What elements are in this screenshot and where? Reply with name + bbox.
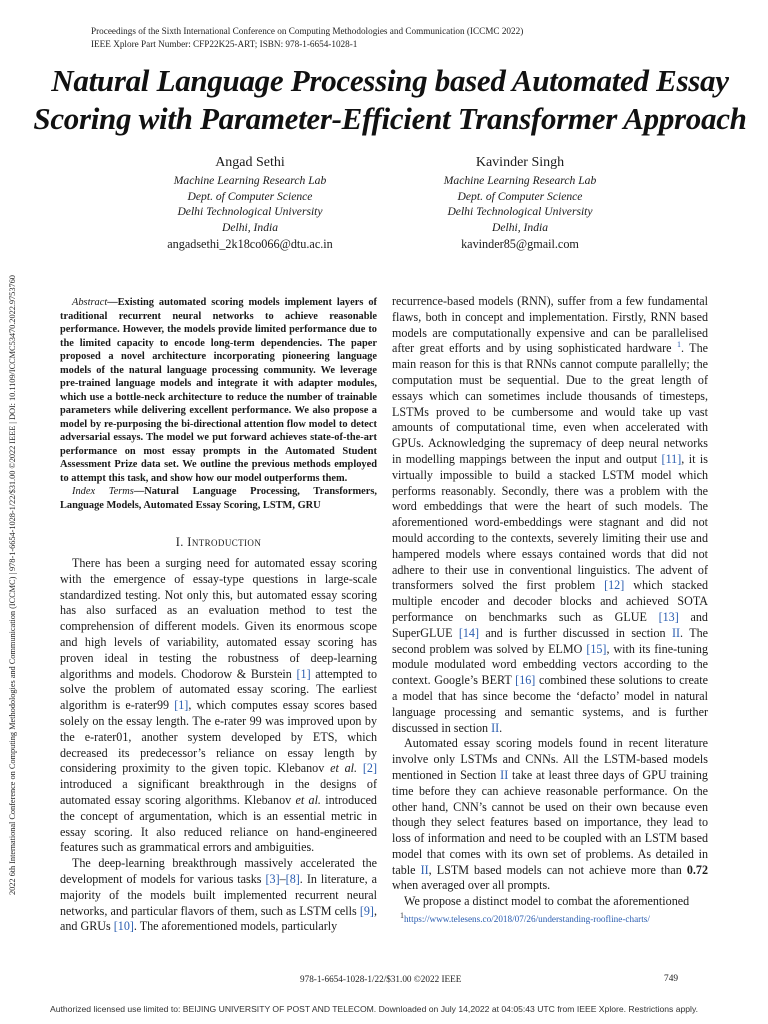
footnote-url-link[interactable]: https://www.telesens.co/2018/07/26/understanding-roofline-charts/	[404, 914, 650, 924]
author-dept: Dept. of Computer Science	[457, 189, 583, 203]
abstract-label: Abstract	[72, 297, 108, 308]
citation-link[interactable]: [12]	[604, 578, 625, 593]
citation-link[interactable]: [1]	[296, 666, 311, 681]
author-block-2	[370, 155, 670, 253]
section-title: Introduction	[187, 535, 262, 549]
right-paragraph-1: recurrence-based models (RNN), suffer from a few fundamental flaws, both in concept and implementation. Firstly, RNN based models are computationally expensive and can be parallelised after great efforts and by using sophisticated hardware $^1$. The main reason for this is that RNNs cannot compute parallelly; the computation must be sequential. Due to the great length of essays which can sometimes include thousands of timesteps, LSTMs proved to be cumbersome and would take up vast amounts of computational time, even when accelerated with GPUs. Acknowledging the supremacy of deep neural networks in modelling mappings between the input and output [11], it is virtually impossible to build a stacked LSTM model which performs reasonably. Secondly, there was a problem with the word embeddings that were the heart of such models. The aforementioned word-embeddings were stagnant and did not mould according to the contexts, severely limiting their use and hampered models where essays contained words that did not adhere to their use in conventional linguistics. The advent of transformers solved the first problem [12] which stacked multiple encoder and decoder blocks and achieved SOTA performance on benchmarks such as GLUE [13] and SuperGLUE [14] and is further discussed in section II. The second problem was solved by ELMO [15], with its fine-tuning module modulated word embedding vectors according to the context. Google’s BERT [16] combined these solutions to create a model that has since become the ‘defacto’ model in natural language processing and semantic systems, and is further discussed in section II.	[392, 294, 709, 735]
citation-link[interactable]: [13]	[658, 609, 679, 624]
page-number: 749	[664, 974, 679, 984]
license-notice: Authorized licensed use limited to: BEIJING UNIVERSITY OF POST AND TELECOM. Downloaded on July 14,2022 at 04:05:43 UTC from IEEE Xplore. Restrictions apply.	[50, 1004, 698, 1014]
intro-paragraph-2: The deep-learning breakthrough massively accelerated the development of models for various tasks [3]–[8]. In literature, a majority of the models built implemented recurrent neural networks, and particular flavors of them, such as LSTM cells [9], and GRUs [10]. The aforementioned models, particularly	[60, 856, 377, 934]
author-name: Kavinder Singh	[475, 155, 565, 170]
author-university: Delhi Technological University	[447, 205, 593, 219]
author-city: Delhi, India	[491, 221, 549, 235]
index-terms-paragraph	[60, 485, 377, 512]
author-dept: Dept. of Computer Science	[187, 189, 313, 203]
index-terms-text: —Natural Language Processing, Transformers, Language Models, Automated Essay Scoring, LSTM, GRU	[60, 486, 378, 511]
citation-link[interactable]: [1]	[174, 698, 189, 713]
section-number: I.	[175, 535, 184, 549]
section-heading-introduction	[60, 535, 377, 550]
footnote	[400, 910, 650, 924]
intro-paragraph-1: There has been a surging need for automated essay scoring with the emergence of essay-type questions in large-scale standardized testing. Not only this, but automated essay scoring has also surfaced as an evaluation method to test the comprehension of different models. Given its enormous scope and high levels of variability, automated essay scoring has proven ideal in testing the robustness of deep-learning algorithms and models. Chodorow & Burstein [1] attempted to solve the problem of automated essay scoring. The earliest algorithm is e-rater99 [1], which computes essay scores based solely on the essay length. The e-rater 99 was improved upon by the e-rater01, another system developed by ETS, which decreased its predecessor’s reliance on essay length by considering proximity to the given topic. Klebanov et al. [2] introduced a significant breakthrough in the designs of automated essay scoring algorithms. Klebanov et al. introduced the concept of argumentation, which is an essential metric in essay scoring. It also reduced reliance on hand-engineered features such as grammatical errors and ambiguities.	[60, 556, 378, 855]
author-university: Delhi Technological University	[177, 205, 323, 219]
title-line-2: Scoring with Parameter-Efficient Transformer Approach	[33, 101, 747, 136]
introduction-text	[60, 556, 377, 935]
title-line-1: Natural Language Processing based Automated Essay	[51, 63, 729, 98]
conference-header	[91, 25, 523, 50]
doi-sidebar: 2022 6th International Conference on Computing Methodologies and Communication (ICCMC) | 978-1-6654-1028-1/22/$31.00 ©2022 IEEE | DOI: 10.1109/ICCMC53470.2022.9753760	[8, 275, 17, 895]
abstract-block	[60, 296, 377, 512]
citation-link[interactable]: [11]	[661, 451, 682, 466]
index-terms-label: Index Terms	[72, 486, 134, 497]
footnote-number: 1	[400, 910, 404, 920]
author-email[interactable]: kavinder85@gmail.com	[461, 236, 579, 251]
right-paragraph-2: Automated essay scoring models found in recent literature involve only LSTMs and CNNs. All the LSTM-based models mentioned in Section II take at least three days of GPU training time before they can achieve reasonable performance. On the other hand, CNN’s cannot be used on their own because even though they select features based on importance, they lead to loss of information and need to be coupled with an LSTM based model that comes with its own set of problems. As detailed in table II, LSTM based models can not achieve more than 0.72 when averaged over all prompts.	[392, 736, 708, 893]
author-name: Angad Sethi	[215, 155, 285, 170]
author-lab: Machine Learning Research Lab	[443, 173, 597, 187]
citation-link[interactable]: [10]	[113, 919, 134, 934]
citation-link[interactable]: [2]	[362, 761, 378, 776]
citation-link[interactable]: [9]	[359, 903, 374, 918]
footer-isbn: 978-1-6654-1028-1/22/$31.00 ©2022 IEEE	[300, 974, 462, 984]
section-link[interactable]: II	[671, 625, 681, 640]
conference-line: Proceedings of the Sixth International Conference on Computing Methodologies and Communication (ICCMC 2022)	[91, 26, 524, 36]
citation-link[interactable]: [15]	[586, 641, 607, 656]
author-city: Delhi, India	[221, 221, 279, 235]
citation-link[interactable]: [8]	[285, 871, 300, 886]
citation-link[interactable]: [14]	[458, 625, 479, 640]
author-lab: Machine Learning Research Lab	[173, 173, 327, 187]
section-link[interactable]: II	[491, 720, 500, 735]
abstract-paragraph	[60, 296, 377, 485]
author-email[interactable]: angadsethi_2k18co066@dtu.ac.in	[167, 236, 333, 251]
right-column-text	[392, 294, 708, 910]
paper-title	[20, 62, 760, 138]
citation-link[interactable]: [3]	[265, 871, 280, 886]
abstract-text: —Existing automated scoring models implement layers of traditional recurrent neural networks to achieve reasonable performance. However, the models provide limited performance due to the limited capacity to encode long-term dependencies. The paper proposed a novel architecture incorporating pioneering language models of the natural language processing community. We leverage pre-trained language models and integrate it with adapter modules, which use a bottle-neck architecture to reduce the number of trainable parameters while delivering excellent performance. We also propose a model by re-purposing the bi-directional attention flow model to detect adversarial essays. The model we put forward achieves state-of-the-art performance on most essay prompts in the Automated Student Assessment Prize data set. We outline the previous methods employed to attempt this task, and show how our model outperforms them.	[60, 297, 377, 484]
citation-link[interactable]: [16]	[515, 673, 536, 688]
table-link[interactable]: II	[420, 862, 429, 877]
section-link[interactable]: II	[500, 767, 509, 782]
right-paragraph-3: We propose a distinct model to combat the aforementioned	[404, 894, 690, 909]
footnote-marker[interactable]: 1	[676, 340, 681, 350]
isbn-line: IEEE Xplore Part Number: CFP22K25-ART; ISBN: 978-1-6654-1028-1	[91, 38, 358, 49]
author-block-1	[100, 155, 400, 253]
